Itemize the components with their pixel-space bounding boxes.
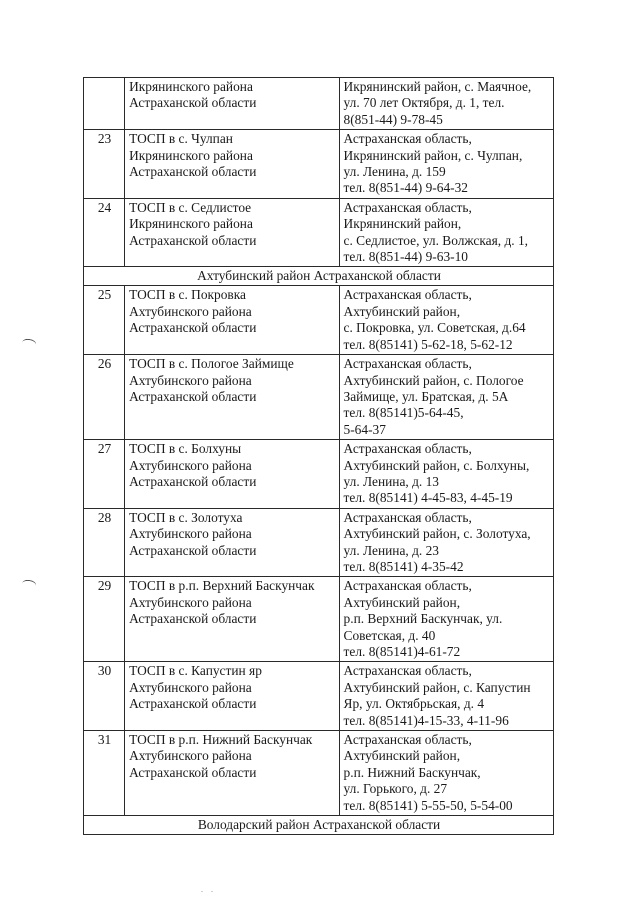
office-name-cell	[125, 662, 339, 731]
row-number: 30	[84, 662, 125, 731]
address-line: тел. 8(85141)4-61-72	[343, 644, 461, 659]
address-line: тел. 8(85141) 5-62-18, 5-62-12	[343, 336, 513, 352]
row-number: 31	[84, 731, 125, 816]
office-name-line: ТОСП в с. Капустин яр	[129, 663, 262, 679]
office-name-cell	[125, 130, 339, 199]
address-line: Ахтубинский район, с. Пологое	[343, 372, 524, 388]
address-line: Ахтубинский район, с. Капустин	[343, 679, 531, 695]
office-name-line: ТОСП в с. Покровка	[129, 287, 247, 303]
office-name-line: Ахтубинского района	[129, 748, 252, 764]
table-row	[84, 286, 554, 355]
address-line: Ахтубинский район,	[343, 594, 461, 610]
address-line: Икрянинский район, с. Маячное,	[343, 79, 532, 94]
row-number: 29	[84, 577, 125, 662]
office-name-line: Икрянинского района	[129, 216, 253, 232]
address-line: Ахтубинский район, с. Болхуны,	[343, 457, 530, 473]
address-line: ул. Ленина, д. 23	[343, 542, 439, 558]
margin-bracket-mark	[21, 579, 36, 590]
registry-table	[83, 77, 554, 835]
office-name-line: Икрянинского района	[129, 79, 253, 94]
office-name-line: ТОСП в с. Пологое Займище	[129, 356, 294, 372]
office-name-line: Астраханской области	[129, 473, 257, 489]
section-title: Володарский район Астраханской области	[84, 816, 554, 835]
office-name-line: ТОСП в с. Золотуха	[129, 509, 243, 525]
office-name-cell	[125, 286, 339, 355]
address-line: Советская, д. 40	[343, 627, 436, 643]
row-number: 28	[84, 508, 125, 577]
address-line: Ахтубинский район,	[343, 303, 461, 319]
section-header-row	[84, 267, 554, 286]
office-name-line: Ахтубинского района	[129, 526, 252, 542]
address-line: Астраханская область,	[343, 578, 472, 594]
section-header-row	[84, 816, 554, 835]
table-row	[84, 440, 554, 509]
address-line: Икрянинский район, с. Чулпан,	[343, 147, 523, 163]
address-cell	[339, 355, 553, 440]
address-line: тел. 8(851-44) 9-63-10	[343, 249, 468, 265]
office-name-line: ТОСП в с. Чулпан	[129, 131, 233, 147]
office-name-line: Ахтубинского района	[129, 303, 252, 319]
address-line: Яр, ул. Октябрьская, д. 4	[343, 696, 485, 712]
office-name-line: Астраханской области	[129, 696, 257, 712]
table-row	[84, 731, 554, 816]
address-line: с. Покровка, ул. Советская, д.64	[343, 320, 526, 336]
address-cell	[339, 286, 553, 355]
office-name-line: ТОСП в р.п. Нижний Баскунчак	[129, 732, 313, 748]
office-name-line: Ахтубинского района	[129, 457, 252, 473]
row-number: 27	[84, 440, 125, 509]
address-line: 5-64-37	[343, 421, 386, 437]
address-line: р.п. Нижний Баскунчак,	[343, 764, 481, 780]
address-line: ул. Ленина, д. 13	[343, 473, 439, 489]
row-number: 24	[84, 198, 125, 267]
table-row	[84, 78, 554, 130]
office-name-line: Ахтубинского района	[129, 594, 252, 610]
address-cell	[339, 130, 553, 199]
office-name-line: Ахтубинского района	[129, 679, 252, 695]
address-line: ул. Горького, д. 27	[343, 781, 448, 797]
office-name-line: Астраханской области	[129, 95, 257, 111]
row-number: 23	[84, 130, 125, 199]
address-line: ул. Ленина, д. 159	[343, 164, 446, 180]
row-number: 26	[84, 355, 125, 440]
address-line: тел. 8(85141)5-64-45,	[343, 405, 464, 421]
address-cell	[339, 198, 553, 267]
address-line: р.п. Верхний Баскунчак, ул.	[343, 611, 503, 627]
office-name-line: ТОСП в с. Болхуны	[129, 441, 242, 457]
address-line: Займище, ул. Братская, д. 5А	[343, 388, 509, 404]
address-line: тел. 8(85141)4-15-33, 4-11-96	[343, 712, 509, 728]
office-name-line: Икрянинского района	[129, 147, 253, 163]
address-line: Икрянинский район,	[343, 216, 462, 232]
table-row	[84, 198, 554, 267]
address-line: Астраханская область,	[343, 199, 472, 215]
section-title: Ахтубинский район Астраханской области	[84, 267, 554, 286]
office-name-cell	[125, 731, 339, 816]
row-number: 25	[84, 286, 125, 355]
office-name-cell	[125, 355, 339, 440]
office-name-line: Ахтубинского района	[129, 372, 252, 388]
office-name-line: Астраханской области	[129, 764, 257, 780]
address-line: Астраханская область,	[343, 732, 472, 748]
table-row	[84, 577, 554, 662]
address-line: Астраханская область,	[343, 509, 472, 525]
address-line: Ахтубинский район, с. Золотуха,	[343, 526, 531, 542]
table-row	[84, 130, 554, 199]
registry-table-body	[84, 78, 554, 835]
office-name-line: Астраханской области	[129, 542, 257, 558]
row-number	[84, 78, 125, 130]
office-name-line: ТОСП в р.п. Верхний Баскунчак	[129, 578, 315, 594]
address-line: Астраханская область,	[343, 356, 472, 372]
table-row	[84, 355, 554, 440]
address-line: Ахтубинский район,	[343, 748, 461, 764]
address-cell	[339, 662, 553, 731]
office-name-line: Астраханской области	[129, 232, 257, 248]
address-cell	[339, 731, 553, 816]
office-name-line: Астраханской области	[129, 611, 257, 627]
office-name-cell	[125, 577, 339, 662]
address-line: тел. 8(851-44) 9-64-32	[343, 180, 468, 196]
office-name-cell	[125, 508, 339, 577]
office-name-line: Астраханской области	[129, 320, 257, 336]
address-line: 8(851-44) 9-78-45	[343, 111, 443, 127]
office-name-line: Астраханской области	[129, 388, 257, 404]
office-name-cell	[125, 440, 339, 509]
office-name-cell	[125, 198, 339, 267]
address-cell	[339, 508, 553, 577]
address-line: Астраханская область,	[343, 131, 472, 147]
address-line: тел. 8(85141) 4-35-42	[343, 558, 464, 574]
office-name-cell	[125, 78, 339, 130]
address-line: тел. 8(85141) 4-45-83, 4-45-19	[343, 490, 513, 506]
address-line: тел. 8(85141) 5-55-50, 5-54-00	[343, 797, 513, 813]
office-name-line: ТОСП в с. Седлистое	[129, 199, 252, 215]
address-line: с. Седлистое, ул. Волжская, д. 1,	[343, 232, 529, 248]
address-line: Астраханская область,	[343, 663, 472, 679]
address-cell	[339, 577, 553, 662]
address-line: Астраханская область,	[343, 287, 472, 303]
table-row	[84, 662, 554, 731]
address-line: ул. 70 лет Октября, д. 1, тел.	[343, 95, 505, 111]
address-cell	[339, 78, 553, 130]
address-line: Астраханская область,	[343, 441, 472, 457]
margin-bracket-mark	[21, 338, 36, 349]
table-row	[84, 508, 554, 577]
office-name-line: Астраханской области	[129, 164, 257, 180]
scan-artifact-dots: . .	[201, 885, 216, 894]
address-cell	[339, 440, 553, 509]
